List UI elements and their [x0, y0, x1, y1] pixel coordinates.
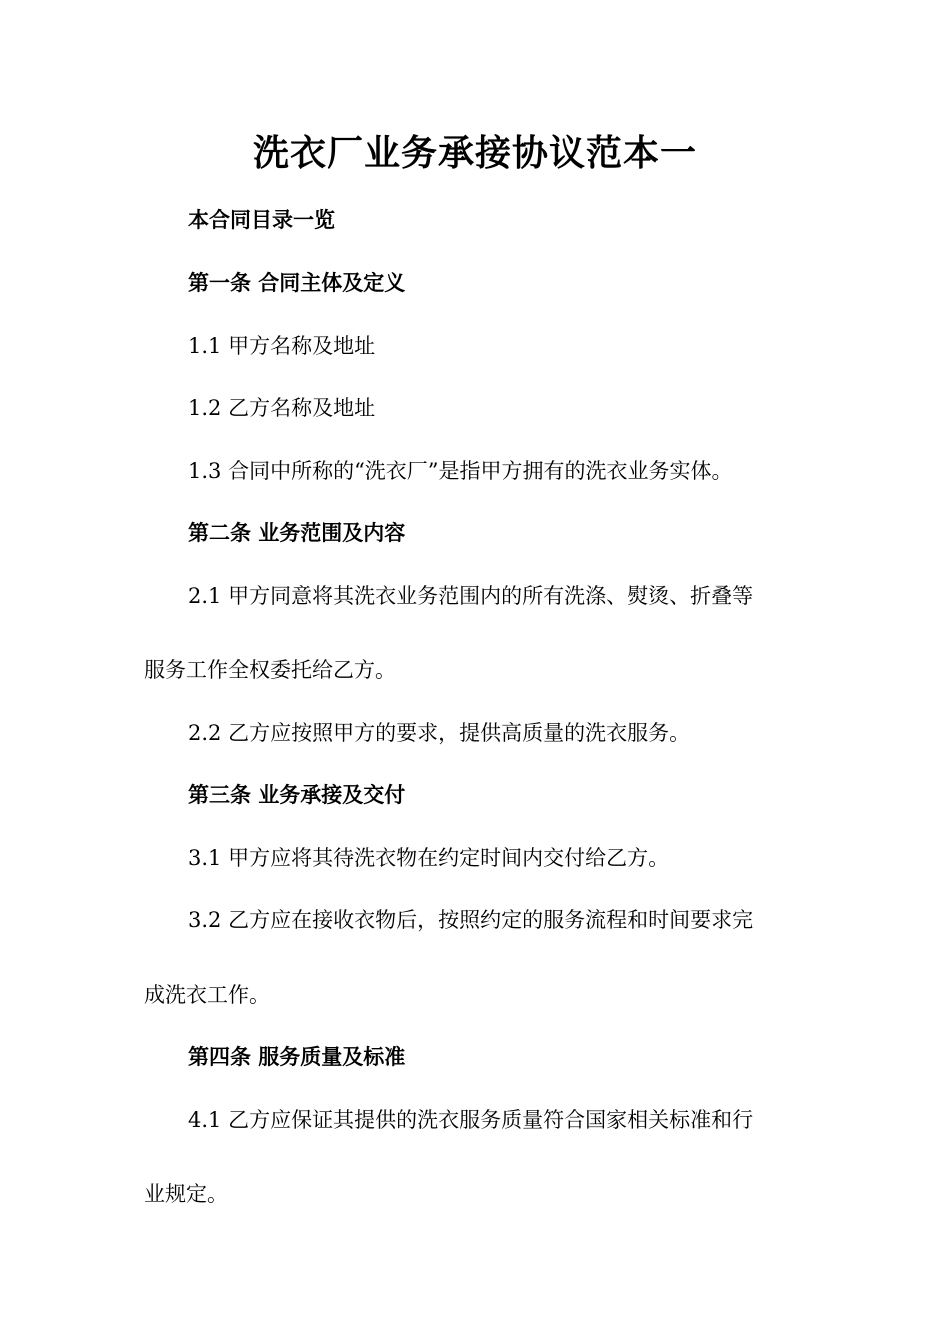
clause-3-2-line-2: 成洗衣工作。: [144, 983, 270, 1007]
clause-4-1-line-1: 4.1 乙方应保证其提供的洗衣服务质量符合国家相关标准和行: [188, 1108, 754, 1132]
clause-2-1-line-2: 服务工作全权委托给乙方。: [144, 658, 396, 682]
clause-1-1: 1.1 甲方名称及地址: [188, 334, 376, 358]
clause-4-1-line-2: 业规定。: [144, 1182, 228, 1206]
article-4-heading: 第四条 服务质量及标准: [188, 1045, 406, 1069]
article-2-heading: 第二条 业务范围及内容: [188, 521, 406, 545]
toc-heading: 本合同目录一览: [188, 208, 335, 232]
clause-3-2-line-1: 3.2 乙方应在接收衣物后，按照约定的服务流程和时间要求完: [188, 908, 754, 932]
clause-1-2: 1.2 乙方名称及地址: [188, 396, 376, 420]
clause-2-2: 2.2 乙方应按照甲方的要求，提供高质量的洗衣服务。: [188, 721, 691, 745]
clause-3-1: 3.1 甲方应将其待洗衣物在约定时间内交付给乙方。: [188, 846, 670, 870]
clause-1-3: 1.3 合同中所称的“洗衣厂”是指甲方拥有的洗衣业务实体。: [188, 459, 733, 483]
article-1-heading: 第一条 合同主体及定义: [188, 271, 406, 295]
document-title: 洗衣厂业务承接协议范本一: [252, 132, 697, 174]
clause-2-1-line-1: 2.1 甲方同意将其洗衣业务范围内的所有洗涤、熨烫、折叠等: [188, 584, 754, 608]
article-3-heading: 第三条 业务承接及交付: [188, 783, 406, 807]
